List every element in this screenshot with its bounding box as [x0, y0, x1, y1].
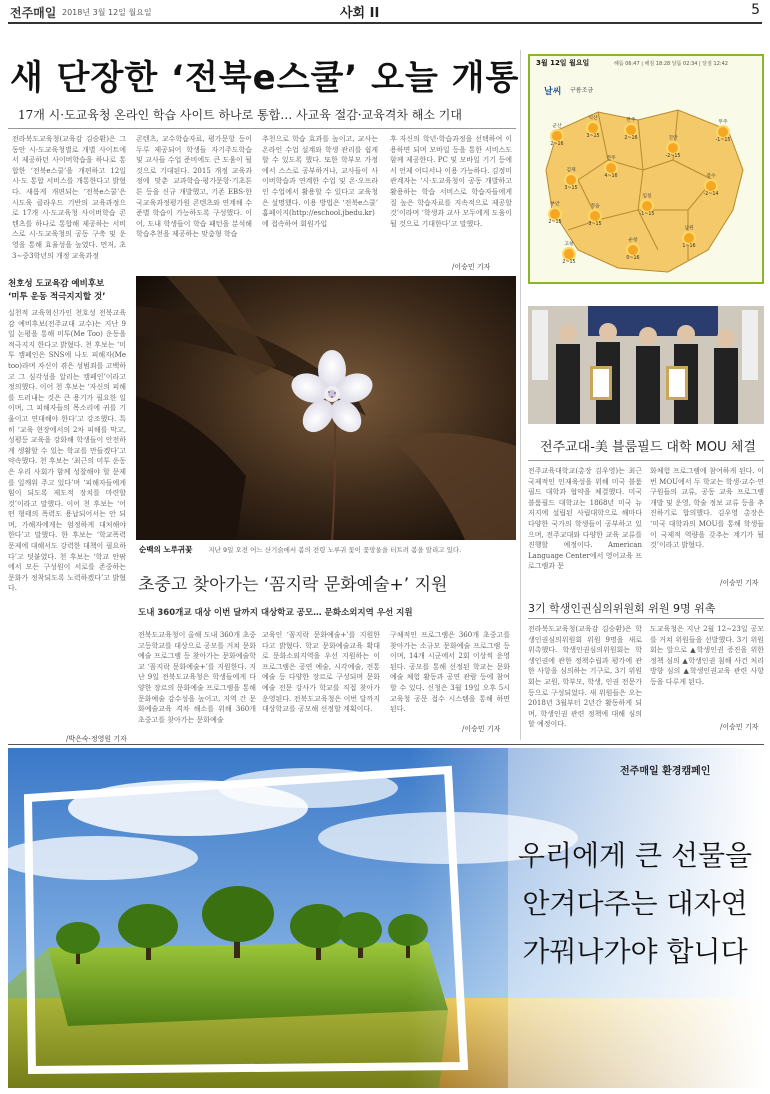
weather-city: 장수 -2~14 — [703, 174, 719, 197]
sunny-icon — [566, 175, 576, 185]
hr-headline: 3기 학생인권심의위원회 위원 9명 위촉 — [528, 602, 716, 615]
hr-col-1: 전라북도교육청(교육감 김승환)은 학생인권심의위원회 위원 9명을 새로 위촉했다. 학생인권심의위원회는 학생인권에 관한 정책수립과 평가에 관한 사항을 심의하는 기구로, 3기 위원회는 교원, 학부모, 학생, 인권 전문가 등으로 구성되었다. 새 위원들은 오는 2018년 3월부터 2년간 활동하게 되며, 학생인권 관련 정책에 대해 심의할 예정이다. — [528, 625, 642, 729]
subhead-rule — [8, 128, 516, 129]
weather-city: 정읍 3~15 — [588, 204, 602, 227]
main-article-col-4: 후 자신의 학년·학습과정을 선택하여 이용하면 되며 모바일 등을 통한 서비스도 함께 제공한다. PC 및 모바일 기기 등에서 언제 어디서나 이용 가능하다. 김정미 관계자는 ‘시·도교육청이 공동 개발하고 활용하는 학습 서비스로 학습자들에게 질 높은 학습자료를 지속적으로 제공할 것’이라며 ‘학생과 교사 모두에게 도움이 될 것으로 기대한다’고 말했다. — [390, 135, 512, 228]
culture-headline: 초중고 찾아가는 ‘꼼지락 문화예술+’ 지원 — [138, 575, 448, 595]
mou-byline: /이승민 기자 — [720, 579, 759, 587]
sunny-icon — [642, 201, 652, 211]
sunny-icon — [706, 181, 716, 191]
hr-byline: /이승민 기자 — [720, 723, 759, 731]
ad-rule — [8, 744, 764, 745]
weather-city: 완주 2~16 — [624, 118, 638, 141]
header-rule — [8, 22, 762, 24]
side-article-headline — [8, 278, 126, 304]
weather-city: 김제 3~15 — [564, 168, 578, 191]
weather-condition: 구름조금 — [570, 87, 594, 94]
side-article-byline: /박은숙·정영원 기자 — [66, 735, 127, 743]
ad-copy-line-2: 안겨다주는 대자연 — [522, 887, 748, 920]
weather-city: 남원 1~16 — [682, 226, 696, 249]
weather-city: 무주 -1~15 — [715, 120, 731, 143]
mou-photo-image — [528, 306, 764, 424]
weather-city: 고창 2~15 — [562, 242, 576, 265]
main-article-col-2: 콘텐츠, 교수학습자료, 평가문항 등이 두루 제공되어 학생들 자기주도학습 및 교사들 수업 준비에도 큰 도움이 될 것으로 기대된다. 2015 개정 교육과정에 맞춘 교과학습·평가문항·기초튼튼 등을 신규 개발했고, 기존 EBS·한국교육과정평가원 콘텐츠와 연계해 수준별 학습이 가능하도록 구성했다. 이어, 도내 학생들이 학습 패턴을 분석해 학습추천을 제공하는 맞춤형 학습 — [136, 135, 252, 239]
main-subhead: 17개 시·도교육청 온라인 학습 사이트 하나로 통합… 사교육 절감·교육격차 해소 기대 — [18, 108, 462, 122]
weather-top-bar — [530, 56, 762, 72]
sunny-icon — [626, 125, 636, 135]
mou-rule — [528, 460, 764, 461]
hr-col-2: 도교육청은 지난 2월 12∼23일 공모를 거쳐 위원들을 선발했다. 3기 위원회는 앞으로 ▲학생인권 증진을 위한 정책 심의 ▲학생인권 침해 사건 처리 방향 심의 ▲학생인권교육 관련 사항 등을 다루게 된다. — [650, 625, 764, 686]
main-headline: 새 단장한 ‘전북e스쿨’ 오늘 개통 — [10, 58, 520, 98]
section-title: 사회 II — [340, 6, 380, 21]
weather-city: 익산 3~15 — [586, 116, 600, 139]
sunny-icon — [668, 143, 678, 153]
weather-date: 3월 12일 월요일 — [536, 59, 590, 67]
side-headline-line-2: ‘미투 운동 적극지지할 것’ — [8, 292, 106, 302]
sunny-icon — [590, 211, 600, 221]
page-number: 5 — [751, 2, 760, 18]
mou-col-1: 전주교육대학교(총장 김우영)는 최근 국제적인 인재육성을 위해 미국 블룸필드 대학과 협약을 체결했다. 미국 블룸필드 대학교는 1868년 미국 뉴저지에 설립된 사립대학으로 해마다 다양한 국가의 학생들이 공부하고 있으며, 전주교대와 다양한 교육 교류를 진행할 예정이다. American Language Center에서 영어교육 프로그램과 문 — [528, 467, 642, 571]
mou-headline: 전주교대-美 블룸필드 대학 MOU 체결 — [540, 440, 756, 455]
ad-copy — [510, 832, 760, 976]
sunny-icon — [628, 245, 638, 255]
weather-city: 임실 -1~15 — [639, 194, 655, 217]
culture-col-1: 전북도교육청이 올해 도내 360개 초중고등학교를 대상으로 공모를 거쳐 문화예술 프로그램 등 찾아가는 문화예술학교 ‘꼼지락 문화예술+’를 지원한다. 지난 9일 전북도교육청은 학생들에게 다양한 장르의 문화예술 프로그램을 통해 문화예술 감수성을 높이고, 지역 간 문화예술교육 격차 해소를 위해 360개 초중고를 찾아가는 문화예술 — [138, 631, 256, 724]
weather-city: 군산 2~16 — [550, 124, 564, 147]
ad-campaign-title: 전주매일 환경캠페인 — [620, 766, 711, 777]
hr-rule — [528, 618, 764, 619]
ad-copy-line-3: 가꿔나가야 합니다 — [522, 935, 748, 968]
main-article-byline: /이승민 기자 — [452, 263, 491, 271]
weather-city: 전주 4~16 — [604, 156, 618, 179]
sunny-icon — [606, 163, 616, 173]
side-headline-line-1: 천호성 도교육감 예비후보 — [8, 279, 105, 289]
paper-name: 전주매일 — [10, 6, 57, 20]
weather-label: 날씨 — [544, 87, 562, 97]
culture-byline: /이승민 기자 — [462, 725, 501, 733]
issue-date: 2018년 3월 12일 월요일 — [62, 8, 152, 17]
sunny-icon — [684, 233, 694, 243]
flower-photo-caption — [136, 540, 516, 556]
weather-sun-moon-times: 해뜸 06:47 | 해짐 18:28 달뜸 02:34 | 달짐 12:42 — [614, 61, 728, 67]
mou-photo — [528, 306, 764, 424]
side-article-body: 실천적 교육혁신가인 천호성 전북교육감 예비후보(전주교대 교수)는 지난 9일 논평을 통해 미투(Me Too) 운동을 적극지지 한다고 밝혔다. 천 후보는 ‘미투 캠페인은 SNS에 나도 피해자(Me too)라며 자신이 겪은 성범죄를 고백하고 그 심각성을 알리는 캠페인’이라고 정의했다. 이어 천 후보는 ‘자신의 피해를 드러내는 것은 큰 용기가 필요한 일이며, 그 피해자들의 목소리에 귀를 기울이고 연대해야 한다’고 강조했다. 특히 ‘교육 현장에서의 2차 피해를 막고, 성평등 교육을 강화해 학생들이 안전하게 생활할 수 있는 학교를 만들겠다’고 약속했다. 천 후보는 ‘최근의 미투 운동은 우리 사회가 함께 성찰해야 할 문제를 일깨워 주고 있다’며 ‘피해자들에게 힘이 되도록 제도적 장치를 마련할 것’이라고 말했다. 이어 천 후보는 ‘어떤 형태의 폭력도 용납되어서는 안 되며, 가해자에게는 엄정하게 대처해야 한다’고 말했다. 한 후보는 ‘학교폭력 문제에 대해서도 강력한 대책이 필요하다’고 덧붙였다. 천 후보는 ‘학교 안팎에서 모든 구성원이 서로를 존중하는 문화가 정착되도록 노력하겠다’고 밝혔다. — [8, 309, 126, 593]
sunny-icon — [552, 131, 562, 141]
sunny-icon — [550, 209, 560, 219]
flower-photo — [136, 276, 516, 542]
weather-box — [528, 54, 764, 284]
sunny-icon — [718, 127, 728, 137]
sunny-icon — [588, 123, 598, 133]
mou-col-2: 화체험 프로그램에 참여하게 된다. 이번 MOU에서 두 학교는 학생·교수·연구원들의 교류, 공동 교육 프로그램 개발 및 운영, 학술 정보 교류 등을 추진하기로 합의했다. 김우영 총장은 ‘미국 대학과의 MOU를 통해 학생들이 국제적 역량을 갖추는 계기가 될 것’이라고 밝혔다. — [650, 467, 764, 550]
caption-title: 순백의 노루귀꽃 — [139, 545, 193, 554]
main-article-col-3: 추천으로 학습 효과를 높이고, 교사는 온라인 수업 설계와 학생 관리를 쉽게 할 수 있도록 했다. 또한 학부모 가정에서 스스로 공부하거나, 교사들이 사이버학습과 연계한 수업 및 온·오프라인 수업에서 활용할 수 있다고 교육청은 설명했다. 이용 방법은 ‘전북e스쿨’ 홈페이지(http://eschool.jbedu.kr)에 접속하여 회원가입 — [262, 135, 378, 228]
main-article-col-1: 전라북도교육청(교육감 김승환)은 그동안 시·도교육청별로 개별 사이트에서 제공하던 사이버학습을 하나로 통합한 ‘전북e스쿨’을 개편하고 12일 시·도 통합 서비스를 개통한다고 밝혔다. 새롭게 개편되는 ‘전북e스쿨’은 시도육 클라우드 기반의 교육과정으로 17개 시·도교육청 사이버학습 콘텐츠를 하나로 통합해 제공하는 서비스로 시·도교육청의 공동 구축 및 운영을 통해 효율성을 높였다. 먼저, 초3∼중3학년의 개정 교육과정 — [12, 135, 126, 260]
culture-col-3: 구체적인 프로그램은 360개 초중고를 찾아가는 소규모 문화예술 프로그램 등이며, 14개 시군에서 2회 이상씩 운영된다. 공모를 통해 선정된 학교는 문화예술 체험 활동과 공연 관람 등에 참여할 수 있다. 신청은 3월 19일 오후 5시 교육청 공문 접수 시스템을 통해 하면 된다. — [390, 631, 510, 714]
weather-city: 진안 -2~15 — [665, 136, 681, 159]
flower-photo-image — [136, 276, 516, 542]
ad-copy-line-1: 우리에게 큰 선물을 — [517, 839, 753, 872]
culture-subhead: 도내 360개교 대상 이번 달까지 대상학교 공모… 문화소외지역 우선 지원 — [138, 608, 413, 618]
weather-city: 순창 0~16 — [626, 238, 640, 261]
caption-text: 지난 9일 오전 어느 산기슭에서 봄의 전령 노루귀 꽃이 꽃망울을 터트려 봄을 알리고 있다. — [208, 546, 462, 554]
sunny-icon — [564, 249, 574, 259]
weather-city: 부안 2~15 — [548, 202, 562, 225]
column-divider — [520, 50, 521, 740]
culture-col-2: 교육인 ‘꼼지락 문화예술+’를 지원한다고 밝혔다. 학교 문화예술교육 확대로 문화소외지역을 우선 지원하는 이 프로그램은 공연 예술, 시각예술, 전통예술 등 다양한 장르로 구성되며 문화예술 전문 강사가 학교를 직접 찾아가 운영된다. 전북도교육청은 이번 달까지 대상학교를 공모해 선정할 계획이다. — [262, 631, 380, 714]
